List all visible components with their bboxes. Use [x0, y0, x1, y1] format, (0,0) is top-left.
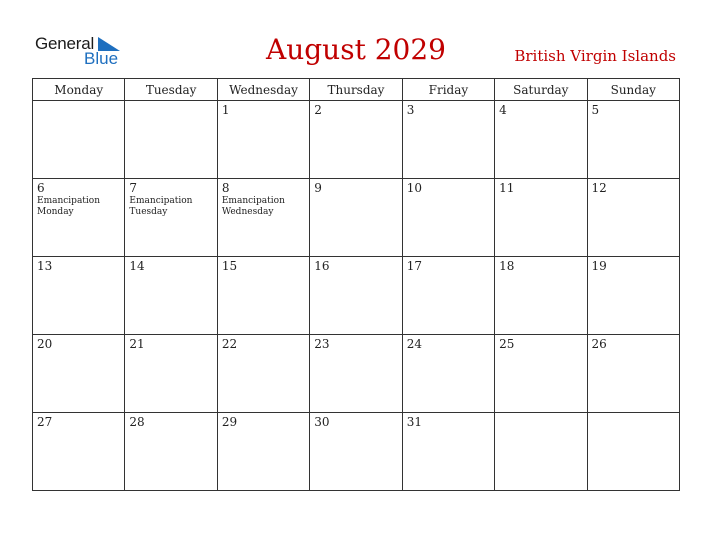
day-number: 30 [314, 415, 330, 429]
day-number: 20 [37, 337, 53, 351]
day-cell [33, 413, 125, 491]
day-cell [125, 101, 217, 179]
day-cell [587, 335, 679, 413]
calendar-grid [32, 78, 680, 491]
holiday-label: Emancipation Tuesday [129, 196, 193, 217]
day-cell [217, 413, 309, 491]
day-number: 5 [591, 103, 600, 117]
day-cell [310, 413, 402, 491]
logo-word-general: General [35, 34, 95, 53]
week-row [33, 413, 680, 491]
week-row [33, 179, 680, 257]
weekday-header: Monday [33, 79, 125, 101]
weekday-header: Saturday [495, 79, 587, 101]
day-number: 19 [591, 259, 607, 273]
day-cell [33, 101, 125, 179]
weekday-header: Tuesday [125, 79, 217, 101]
day-number: 24 [406, 337, 422, 351]
day-number: 3 [406, 103, 415, 117]
day-number: 29 [221, 415, 238, 429]
day-number: 17 [406, 259, 422, 273]
day-cell [495, 257, 587, 335]
weekday-header: Friday [402, 79, 494, 101]
day-number: 27 [37, 415, 53, 429]
day-number: 22 [221, 337, 238, 351]
day-number: 1 [221, 103, 230, 117]
day-cell [217, 101, 309, 179]
day-cell [495, 335, 587, 413]
day-cell [402, 257, 494, 335]
day-number: 21 [129, 337, 145, 351]
day-cell [33, 335, 125, 413]
holiday-label: Emancipation Monday [37, 196, 101, 217]
day-number [495, 413, 586, 414]
day-number: 11 [499, 181, 515, 195]
day-cell [217, 179, 309, 257]
day-number: 2 [314, 103, 322, 117]
day-cell [310, 257, 402, 335]
day-cell [495, 413, 587, 491]
week-row [33, 335, 680, 413]
day-number: 14 [129, 259, 145, 273]
day-number: 18 [499, 259, 515, 273]
day-cell [402, 413, 494, 491]
day-number: 12 [591, 181, 607, 195]
day-number [33, 101, 124, 102]
day-cell [217, 257, 309, 335]
day-cell [125, 179, 217, 257]
weekday-header: Sunday [587, 79, 679, 101]
day-number: 28 [129, 415, 145, 429]
day-number [125, 101, 216, 102]
weekday-header-row [33, 79, 680, 101]
day-cell [402, 179, 494, 257]
day-cell [587, 179, 679, 257]
day-cell [495, 179, 587, 257]
day-number: 13 [37, 259, 53, 273]
day-cell [587, 413, 679, 491]
day-cell [217, 335, 309, 413]
day-cell [587, 101, 679, 179]
day-cell [33, 257, 125, 335]
day-number: 25 [499, 337, 515, 351]
day-number: 7 [129, 181, 138, 195]
day-cell [125, 413, 217, 491]
day-number: 6 [37, 181, 45, 195]
holiday-label: Emancipation Wednesday [221, 196, 285, 217]
day-number: 15 [221, 259, 238, 273]
page-title: August 2029 [266, 33, 446, 66]
day-cell [310, 335, 402, 413]
country-name: British Virgin Islands [514, 47, 676, 65]
day-number: 10 [406, 181, 422, 195]
day-number: 8 [221, 181, 230, 195]
weekday-header: Wednesday [217, 79, 309, 101]
day-number: 16 [314, 259, 330, 273]
day-cell [402, 335, 494, 413]
day-cell [495, 101, 587, 179]
day-cell [125, 335, 217, 413]
logo-word-blue: Blue [84, 49, 119, 68]
day-cell [310, 101, 402, 179]
day-cell [402, 101, 494, 179]
day-number: 26 [591, 337, 607, 351]
weekday-header: Thursday [310, 79, 402, 101]
day-number: 4 [499, 103, 507, 117]
day-cell [33, 179, 125, 257]
day-cell [587, 257, 679, 335]
day-number [588, 413, 679, 414]
week-row [33, 101, 680, 179]
day-number: 9 [314, 181, 322, 195]
day-number: 23 [314, 337, 330, 351]
day-cell [310, 179, 402, 257]
day-number: 31 [406, 415, 422, 429]
week-row [33, 257, 680, 335]
day-cell [125, 257, 217, 335]
